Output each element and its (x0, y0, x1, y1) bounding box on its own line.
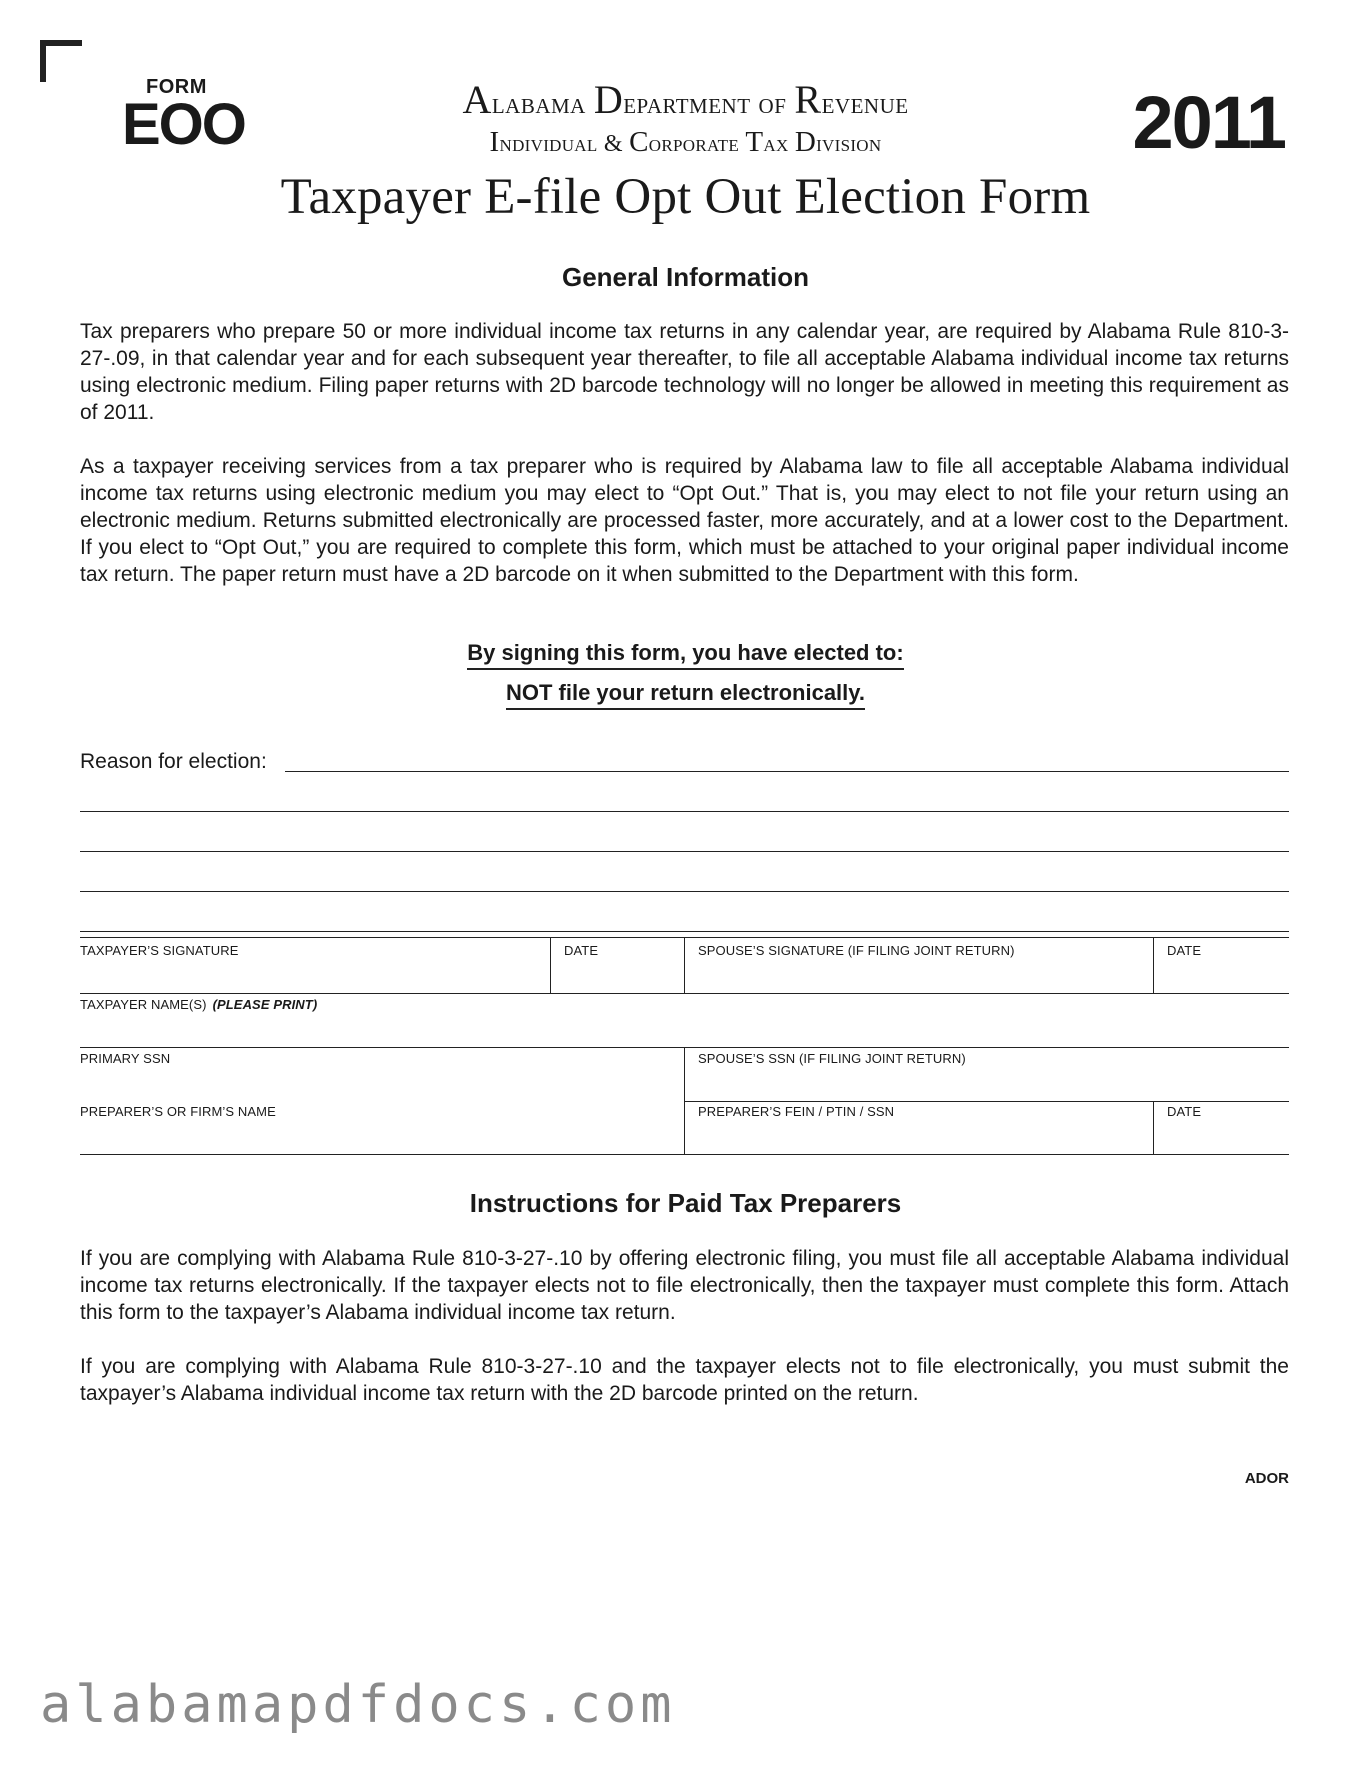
taxpayer-names-field[interactable]: TAXPAYER NAME(S) (PLEASE PRINT) (80, 997, 318, 1012)
divider (1153, 937, 1154, 993)
reason-label: Reason for election: (80, 750, 267, 773)
form-title: Taxpayer E-file Opt Out Election Form (280, 169, 1091, 225)
instructions-paragraph-1: If you are complying with Alabama Rule 810-3-27-.10 by offering electronic filing, you must file all acceptable Alabama individual income tax returns electronically. If the taxpayer elects not to file electronically, then the taxpayer must complete this form. Attach this form to the taxpayer’s Alabama individual income tax return. (80, 1247, 1289, 1324)
spouse-signature-field[interactable]: SPOUSE’S SIGNATURE (IF FILING JOINT RETURN) (698, 943, 1015, 958)
reason-input-line-4[interactable] (80, 891, 1289, 892)
election-statement: By signing this form, you have elected to: (0, 640, 1371, 666)
taxpayer-date-field[interactable]: DATE (564, 943, 599, 958)
divider (684, 937, 685, 993)
spouse-ssn-field[interactable]: SPOUSE’S SSN (IF FILING JOINT RETURN) (698, 1051, 966, 1066)
preparer-name-field[interactable]: PREPARER’S OR FIRM’S NAME (80, 1104, 276, 1119)
form-id: EOO (122, 92, 245, 157)
general-information-heading: General Information (561, 262, 810, 292)
primary-ssn-field[interactable]: PRIMARY SSN (80, 1051, 171, 1066)
reason-input-line-5[interactable] (80, 931, 1289, 932)
preparer-row-rule (80, 1154, 1289, 1155)
department-name: Alabama Department of Revenue (462, 77, 909, 122)
preparer-date-field[interactable]: DATE (1167, 1104, 1202, 1119)
ssn-row-rule (684, 1101, 1289, 1102)
site-watermark: alabamapdfdocs.com (40, 1675, 676, 1735)
general-paragraph-2: As a taxpayer receiving services from a tax preparer who is required by Alabama law to file all acceptable Alabama individual income tax returns using electronic medium you may elect to “Opt Out.” That is, you may elect to not file your return using an electronic medium. Returns submitted electronically are processed faster, more accurately, and at a lower cost to the Department. If you elect to “Opt Out,” you are required to complete this form, which must be attached to your original paper individual income tax return. The paper return must have a 2D barcode on it when submitted to the Department with this form. (80, 455, 1289, 586)
divider (1153, 1101, 1154, 1154)
instructions-paragraph-2: If you are complying with Alabama Rule 810-3-27-.10 and the taxpayer elects not to file electronically, you must submit the taxpayer’s Alabama individual income tax return with the 2D barcode printed on the return. (80, 1355, 1289, 1405)
form-label: FORM (146, 76, 207, 98)
preparer-id-field[interactable]: PREPARER’S FEIN / PTIN / SSN (698, 1104, 895, 1119)
divider (550, 937, 551, 993)
reason-input-line-3[interactable] (80, 851, 1289, 852)
division-name: Individual & Corporate Tax Division (489, 126, 882, 158)
signature-row-rule (80, 993, 1289, 994)
spouse-date-field[interactable]: DATE (1167, 943, 1202, 958)
instructions-heading: Instructions for Paid Tax Preparers (469, 1188, 902, 1218)
taxpayer-signature-field[interactable]: TAXPAYER’S SIGNATURE (80, 943, 239, 958)
general-paragraph-1: Tax preparers who prepare 50 or more individual income tax returns in any calendar year, are required by Alabama Rule 810-3-27-.09, in that calendar year and for each subsequent year thereafter, to file all acceptable Alabama individual income tax returns using electronic medium. Filing paper returns with 2D barcode technology will no longer be allowed in meeting this requirement as of 2011. (80, 320, 1289, 424)
reason-input-line-1[interactable] (285, 771, 1289, 772)
election-choice: NOT file your return electronically. (0, 680, 1371, 706)
reason-input-line-2[interactable] (80, 811, 1289, 812)
tax-year: 2011 (1132, 81, 1285, 164)
agency-code: ADOR (1244, 1470, 1289, 1487)
